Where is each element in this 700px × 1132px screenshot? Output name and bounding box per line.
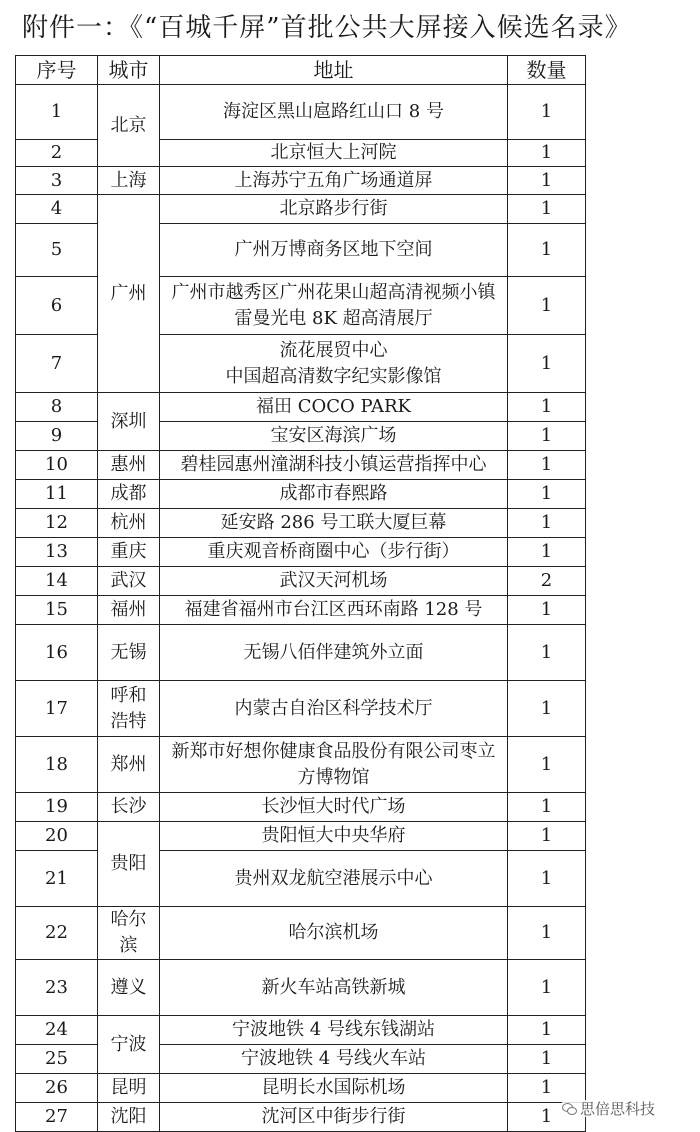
row-address: 碧桂园惠州潼湖科技小镇运营指挥中心 xyxy=(160,451,508,480)
row-index: 8 xyxy=(16,393,98,422)
row-index: 2 xyxy=(16,140,98,167)
row-address: 沈河区中街步行街 xyxy=(160,1103,508,1132)
row-city: 成都 xyxy=(98,480,160,509)
table-row xyxy=(16,393,586,422)
row-count: 1 xyxy=(508,195,586,224)
row-count: 1 xyxy=(508,596,586,625)
row-count: 1 xyxy=(508,907,586,960)
row-count: 1 xyxy=(508,851,586,907)
table-row xyxy=(16,960,586,1016)
table-row xyxy=(16,85,586,140)
row-city: 宁波 xyxy=(98,1016,160,1074)
row-address: 广州市越秀区广州花果山超高清视频小镇 雷曼光电 8K 超高清展厅 xyxy=(160,277,508,335)
row-count: 1 xyxy=(508,960,586,1016)
row-address: 福建省福州市台江区西环南路 128 号 xyxy=(160,596,508,625)
table-row xyxy=(16,907,586,960)
header-count: 数量 xyxy=(508,56,586,85)
candidate-list-table xyxy=(15,55,586,1132)
row-index: 21 xyxy=(16,851,98,907)
table-row xyxy=(16,538,586,567)
row-count: 2 xyxy=(508,567,586,596)
table-row xyxy=(16,1016,586,1045)
row-count: 1 xyxy=(508,167,586,195)
row-city: 昆明 xyxy=(98,1074,160,1103)
row-city: 广州 xyxy=(98,195,160,393)
row-count: 1 xyxy=(508,422,586,451)
row-index: 6 xyxy=(16,277,98,335)
row-address: 宝安区海滨广场 xyxy=(160,422,508,451)
row-index: 18 xyxy=(16,737,98,793)
table-row xyxy=(16,793,586,822)
row-count: 1 xyxy=(508,1045,586,1074)
row-count: 1 xyxy=(508,538,586,567)
table-row xyxy=(16,509,586,538)
table-row xyxy=(16,1074,586,1103)
table-header-row xyxy=(16,56,586,85)
row-count: 1 xyxy=(508,625,586,681)
row-index: 24 xyxy=(16,1016,98,1045)
row-count: 1 xyxy=(508,509,586,538)
row-address: 北京恒大上河院 xyxy=(160,140,508,167)
header-index: 序号 xyxy=(16,56,98,85)
row-count: 1 xyxy=(508,737,586,793)
row-index: 22 xyxy=(16,907,98,960)
row-city: 郑州 xyxy=(98,737,160,793)
watermark-text: 思倍思科技 xyxy=(580,1100,656,1118)
row-city: 上海 xyxy=(98,167,160,195)
row-city: 哈尔滨 xyxy=(98,907,160,960)
header-address: 地址 xyxy=(160,56,508,85)
table-row xyxy=(16,1103,586,1132)
row-index: 27 xyxy=(16,1103,98,1132)
row-count: 1 xyxy=(508,1016,586,1045)
watermark xyxy=(562,1100,655,1117)
row-index: 10 xyxy=(16,451,98,480)
table-row xyxy=(16,681,586,737)
row-address: 新火车站高铁新城 xyxy=(160,960,508,1016)
row-index: 15 xyxy=(16,596,98,625)
table-row xyxy=(16,822,586,851)
row-city: 武汉 xyxy=(98,567,160,596)
row-address: 重庆观音桥商圈中心（步行街） xyxy=(160,538,508,567)
row-city: 福州 xyxy=(98,596,160,625)
row-city: 重庆 xyxy=(98,538,160,567)
row-address: 海淀区黑山扈路红山口 8 号 xyxy=(160,85,508,140)
row-address: 长沙恒大时代广场 xyxy=(160,793,508,822)
row-index: 13 xyxy=(16,538,98,567)
row-address: 北京路步行街 xyxy=(160,195,508,224)
row-count: 1 xyxy=(508,681,586,737)
row-city: 沈阳 xyxy=(98,1103,160,1132)
table-row xyxy=(16,480,586,509)
row-index: 19 xyxy=(16,793,98,822)
row-city: 无锡 xyxy=(98,625,160,681)
table-row xyxy=(16,737,586,793)
row-count: 1 xyxy=(508,224,586,277)
document-title: 附件一：《“百城千屏”首批公共大屏接入候选名录》 xyxy=(22,13,632,43)
row-index: 9 xyxy=(16,422,98,451)
table-row xyxy=(16,596,586,625)
row-address: 新郑市好想你健康食品股份有限公司枣立方博物馆 xyxy=(160,737,508,793)
row-address: 哈尔滨机场 xyxy=(160,907,508,960)
row-address: 宁波地铁 4 号线东钱湖站 xyxy=(160,1016,508,1045)
row-index: 5 xyxy=(16,224,98,277)
row-address: 贵州双龙航空港展示中心 xyxy=(160,851,508,907)
row-address: 无锡八佰伴建筑外立面 xyxy=(160,625,508,681)
row-count: 1 xyxy=(508,1074,586,1103)
row-index: 20 xyxy=(16,822,98,851)
table-row xyxy=(16,195,586,224)
row-index: 23 xyxy=(16,960,98,1016)
table-body xyxy=(16,85,586,1132)
wechat-icon xyxy=(562,1103,577,1115)
row-address: 成都市春熙路 xyxy=(160,480,508,509)
row-count: 1 xyxy=(508,140,586,167)
row-address: 昆明长水国际机场 xyxy=(160,1074,508,1103)
row-city: 杭州 xyxy=(98,509,160,538)
row-index: 12 xyxy=(16,509,98,538)
row-count: 1 xyxy=(508,277,586,335)
row-count: 1 xyxy=(508,451,586,480)
row-address: 上海苏宁五角广场通道屏 xyxy=(160,167,508,195)
row-address: 流花展贸中心 中国超高清数字纪实影像馆 xyxy=(160,335,508,393)
row-address: 内蒙古自治区科学技术厅 xyxy=(160,681,508,737)
row-index: 3 xyxy=(16,167,98,195)
row-index: 26 xyxy=(16,1074,98,1103)
row-city: 惠州 xyxy=(98,451,160,480)
table-row xyxy=(16,451,586,480)
row-count: 1 xyxy=(508,1103,586,1132)
row-count: 1 xyxy=(508,793,586,822)
row-index: 17 xyxy=(16,681,98,737)
row-city: 北京 xyxy=(98,85,160,167)
row-address: 宁波地铁 4 号线火车站 xyxy=(160,1045,508,1074)
table-row xyxy=(16,167,586,195)
row-index: 1 xyxy=(16,85,98,140)
row-address: 福田 COCO PARK xyxy=(160,393,508,422)
table-row xyxy=(16,567,586,596)
row-count: 1 xyxy=(508,335,586,393)
row-count: 1 xyxy=(508,393,586,422)
table-row xyxy=(16,625,586,681)
row-index: 7 xyxy=(16,335,98,393)
row-index: 14 xyxy=(16,567,98,596)
row-count: 1 xyxy=(508,85,586,140)
row-address: 广州万博商务区地下空间 xyxy=(160,224,508,277)
row-index: 25 xyxy=(16,1045,98,1074)
row-index: 11 xyxy=(16,480,98,509)
header-city: 城市 xyxy=(98,56,160,85)
row-city: 深圳 xyxy=(98,393,160,451)
row-count: 1 xyxy=(508,822,586,851)
row-city: 遵义 xyxy=(98,960,160,1016)
row-address: 延安路 286 号工联大厦巨幕 xyxy=(160,509,508,538)
row-address: 武汉天河机场 xyxy=(160,567,508,596)
row-address: 贵阳恒大中央华府 xyxy=(160,822,508,851)
row-index: 16 xyxy=(16,625,98,681)
row-city: 贵阳 xyxy=(98,822,160,907)
row-index: 4 xyxy=(16,195,98,224)
row-count: 1 xyxy=(508,480,586,509)
row-city: 呼和浩特 xyxy=(98,681,160,737)
row-city: 长沙 xyxy=(98,793,160,822)
